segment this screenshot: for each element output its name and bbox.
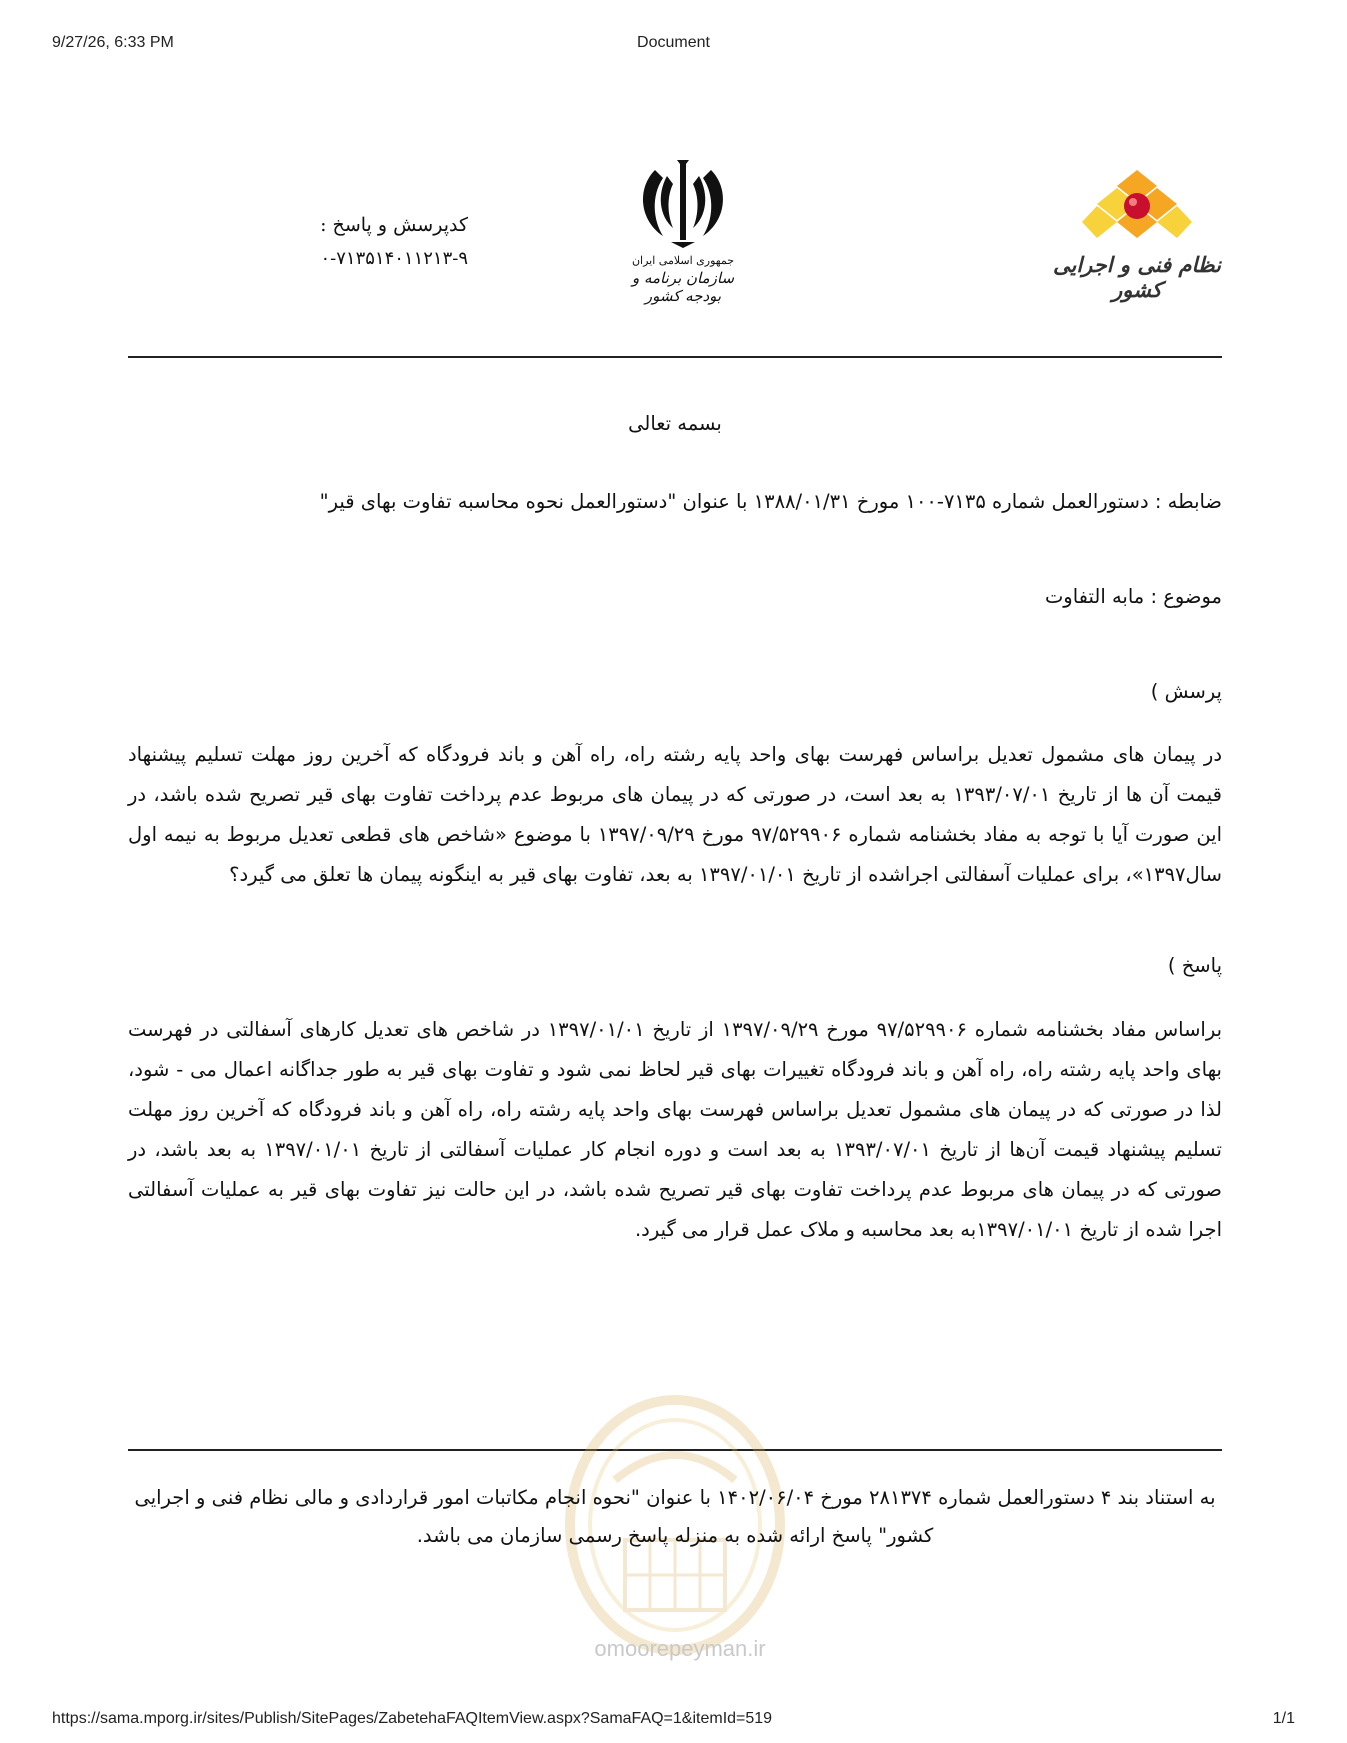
footer-divider <box>128 1449 1222 1451</box>
subject-line: موضوع : مابه التفاوت <box>1044 585 1222 608</box>
logo-caption: نظام فنی و اجرایی کشور <box>1052 252 1221 302</box>
technical-system-logo <box>1052 166 1222 306</box>
emblem-caption-1: جمهوری اسلامی ایران <box>631 254 735 267</box>
print-header <box>52 34 1295 56</box>
print-url: https://sama.mporg.ir/sites/Publish/SitePages/ZabetehaFAQItemView.aspx?SamaFAQ=1&itemId=519 <box>52 1710 773 1727</box>
question-body: در پیمان های مشمول تعدیل براساس فهرست بهای واحد پایه رشته راه، راه آهن و باند فرودگاه که آخرین روز مهلت تسلیم پیشنهاد قیمت آن ها از تاریخ ۱۳۹۳/۰۷/۰۱ به بعد است، در صورتی که در پیمان های مربوط عدم پرداخت تفاوت بهای قیر تصریح شده باشد، در این صورت آیا با توجه به مفاد بخشنامه شماره ۹۷/۵۲۹۹۰۶ مورخ ۱۳۹۷/۰۹/۲۹ با موضوع «شاخص های قطعی تعدیل مربوط به نیمه اول سال۱۳۹۷»، برای عملیات آسفالتی اجراشده از تاریخ ۱۳۹۷/۰۱/۰۱ به بعد، تفاوت بهای قیر به اینگونه پیمان ها تعلق می گیرد؟ <box>128 743 1223 886</box>
footer-note: به استناد بند ۴ دستورالعمل شماره ۲۸۱۳۷۴ مورخ ۱۴۰۲/۰۶/۰۴ با عنوان "نحوه انجام مکاتبات امور قراردادی و مالی نظام فنی و اجرایی کشور" پاسخ ارائه شده به منزله پاسخ رسمی سازمان می باشد. <box>134 1486 1216 1547</box>
technical-system-logo-icon <box>1082 166 1192 246</box>
regulation-line: ضابطه : دستورالعمل شماره ۷۱۳۵-۱۰۰ مورخ ۱۳۸۸/۰۱/۳۱ با عنوان "دستورالعمل نحوه محاسبه تفاوت بهای قیر" <box>319 490 1222 513</box>
header-divider <box>128 356 1222 358</box>
print-datetime: 9/27/26, 6:33 PM <box>52 34 174 51</box>
print-document-title: Document <box>637 34 710 51</box>
question-code-block <box>228 208 468 276</box>
emblem-caption-2: سازمان برنامه و بودجه کشور <box>631 269 735 305</box>
iran-emblem <box>618 158 748 308</box>
answer-heading: پاسخ ) <box>1167 954 1222 977</box>
print-footer <box>52 1710 1295 1732</box>
question-heading: پرسش ) <box>1150 680 1222 703</box>
letterhead <box>128 150 1222 330</box>
answer-body: براساس مفاد بخشنامه شماره ۹۷/۵۲۹۹۰۶ مورخ ۱۳۹۷/۰۹/۲۹ از تاریخ ۱۳۹۷/۰۱/۰۱ در شاخص های تعدیل کارهای آسفالتی در فهرست بهای واحد پایه رشته راه، راه آهن و باند فرودگاه تغییرات بهای قیر لحاظ نمی شود و تفاوت بهای قیر به طور جداگانه اعمال می - شود، لذا در صورتی که در پیمان های مشمول تعدیل براساس فهرست بهای واحد پایه رشته راه، راه آهن و باند فرودگاه که آخرین روز مهلت تسلیم پیشنهاد قیمت آن‌ها از تاریخ ۱۳۹۳/۰۷/۰۱ به بعد است و دوره انجام کار عملیات آسفالتی از تاریخ ۱۳۹۷/۰۱/۰۱ به بعد باشد، در صورتی که در پیمان های مربوط عدم پرداخت تفاوت بهای قیر تصریح شده باشد، در این حالت نیز تفاوت بهای قیر به عملیات آسفالتی اجرا شده از تاریخ ۱۳۹۷/۰۱/۰۱به بعد محاسبه و ملاک عمل قرار می گیرد. <box>128 1018 1223 1241</box>
watermark-url: omoorepeyman.ir <box>594 1636 766 1661</box>
salutation: بسمه تعالی <box>628 412 722 435</box>
print-page-indicator: 1/1 <box>1272 1710 1295 1727</box>
question-code-value: ۰-۷۱۳۵۱۴۰۱۱۲۱۳-۹ <box>320 248 468 269</box>
iran-emblem-icon <box>633 158 733 250</box>
question-code-label: کدپرسش و پاسخ : <box>320 214 468 236</box>
